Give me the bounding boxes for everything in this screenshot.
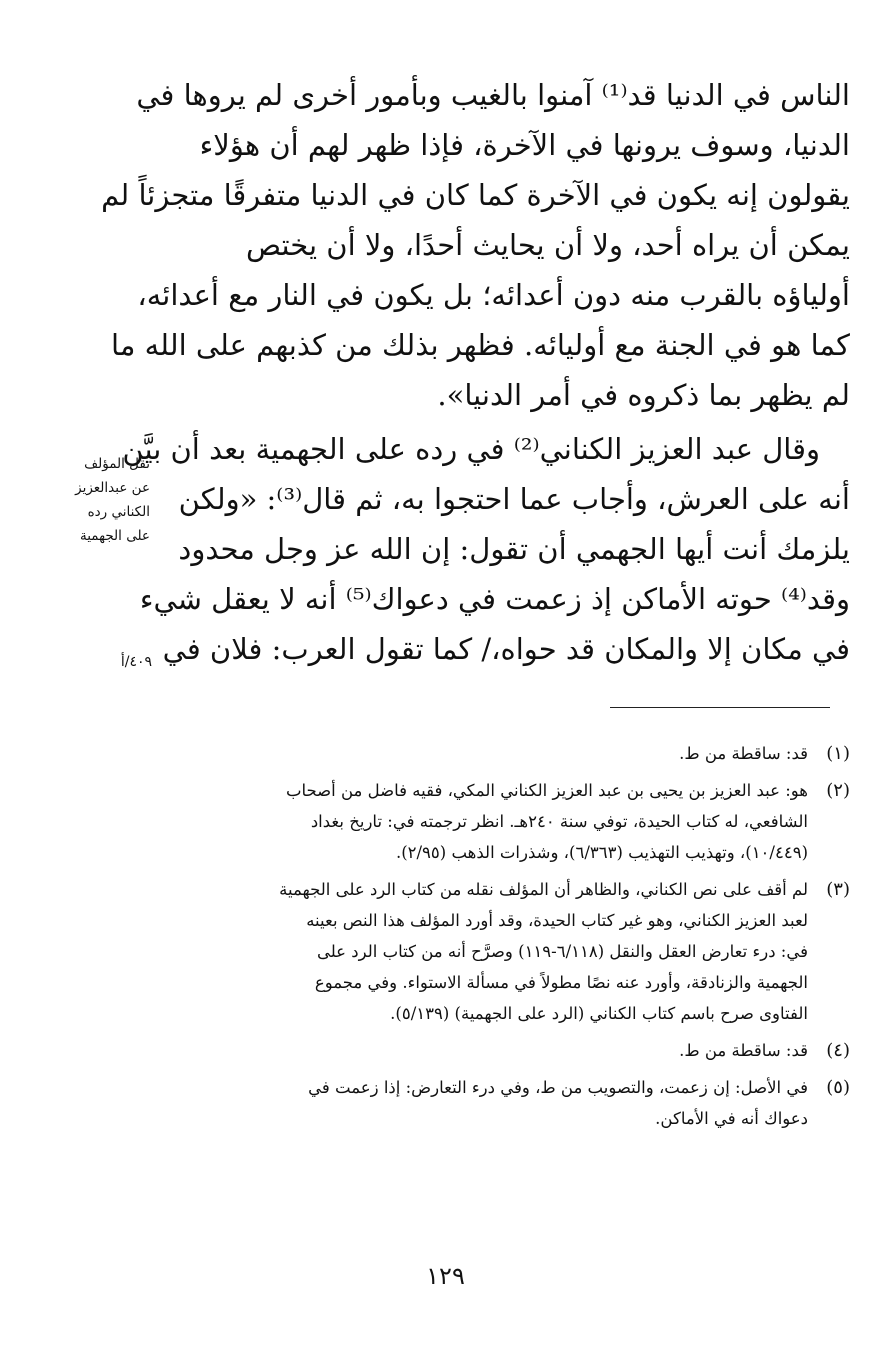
- footnote-number: (٣): [826, 879, 850, 900]
- page-number: ١٢٩: [426, 1262, 465, 1290]
- margin-note-line: نقل المؤلف: [84, 456, 150, 472]
- margin-note: [40, 452, 150, 548]
- text-line: يلزمك أنت أيها الجهمي أن تقول: إن الله عز وجل محدود: [178, 532, 850, 566]
- text-line: وقد⁽⁴⁾ حوته الأماكن إذ زعمت في دعواك⁽⁵⁾ أنه لا يعقل شيء: [139, 582, 850, 616]
- footnote-line: الجهمية والزنادقة، وأورد عنه نصًا مطولاً في مسألة الاستواء. وفي مجموع: [314, 973, 808, 992]
- text-line: يمكن أن يراه أحد، ولا أن يحايث أحدًا، ولا أن يختص: [245, 228, 850, 262]
- margin-note-line: الكناني رده: [87, 504, 150, 520]
- footnote-line: لم أقف على نص الكناني، والظاهر أن المؤلف نقله من كتاب الرد على الجهمية: [279, 880, 808, 899]
- footnote-number: (٢): [826, 780, 850, 801]
- text-line: الدنيا، وسوف يرونها في الآخرة، فإذا ظهر لهم أن هؤلاء: [199, 128, 850, 162]
- manuscript-page-reference: ٤٠٩/أ: [120, 654, 152, 670]
- text-line: أنه على العرش، وأجاب عما احتجوا به، ثم قال⁽³⁾: «ولكن: [178, 482, 850, 516]
- footnote: [160, 1035, 850, 1066]
- footnote-line: (١٠/٤٤٩)، وتهذيب التهذيب (٦/٣٦٣)، وشذرات الذهب (٢/٩٥).: [395, 843, 808, 862]
- text-line: وقال عبد العزيز الكناني⁽²⁾ في رده على الجهمية بعد أن بيَّن: [122, 432, 820, 466]
- text-line: يقولون إنه يكون في الآخرة كما كان في الدنيا متفرقًا متجزئاً لم: [101, 178, 850, 212]
- footnote-number: (٤): [826, 1040, 850, 1061]
- footnote: [160, 874, 850, 1029]
- footnote-line: في الأصل: إن زعمت، والتصويب من ط، وفي درء التعارض: إذا زعمت في: [308, 1078, 808, 1097]
- footnote: [160, 738, 850, 769]
- footnote-line: الفتاوى صرح باسم كتاب الكناني (الرد على الجهمية) (٥/١٣٩).: [390, 1004, 808, 1023]
- footnote: [160, 775, 850, 868]
- footnote-line: دعواك أنه في الأماكن.: [655, 1109, 808, 1128]
- text-line: في مكان إلا والمكان قد حواه،/ كما تقول العرب: فلان في: [162, 632, 850, 666]
- text-line: لم يظهر بما ذكروه في أمر الدنيا».: [437, 378, 850, 412]
- footnote-line: هو: عبد العزيز بن يحيى بن عبد العزيز الكناني المكي، فقيه فاضل من أصحاب: [285, 781, 808, 800]
- footnote: [160, 1072, 850, 1134]
- footnote-line: في: درء تعارض العقل والنقل (٦/١١٨-١١٩) وصرَّح أنه من كتاب الرد على: [316, 942, 808, 961]
- text-line: كما هو في الجنة مع أوليائه. فظهر بذلك من كذبهم على الله ما: [111, 328, 850, 362]
- footnote-line: قد: ساقطة من ط.: [679, 744, 808, 763]
- footnote-line: لعبد العزيز الكناني، وهو غير كتاب الحيدة، وقد أورد المؤلف هذا النص بعينه: [306, 911, 808, 930]
- footnote-line: الشافعي، له كتاب الحيدة، توفي سنة ٢٤٠هـ. انظر ترجمته في: تاريخ بغداد: [310, 812, 808, 831]
- paragraph-1: [101, 70, 850, 420]
- footnotes: [160, 738, 850, 1140]
- footnote-number: (١): [826, 743, 850, 764]
- margin-note-line: على الجهمية: [80, 528, 150, 544]
- text-line: أولياؤه بالقرب منه دون أعدائه؛ بل يكون في النار مع أعدائه،: [137, 278, 850, 312]
- footnote-divider: [610, 707, 830, 708]
- text-line: الناس في الدنيا قد⁽¹⁾ آمنوا بالغيب وبأمور أخرى لم يروها في: [136, 78, 850, 112]
- footnote-number: (٥): [826, 1077, 850, 1098]
- footnote-line: قد: ساقطة من ط.: [679, 1041, 808, 1060]
- margin-note-line: عن عبدالعزيز: [75, 480, 150, 496]
